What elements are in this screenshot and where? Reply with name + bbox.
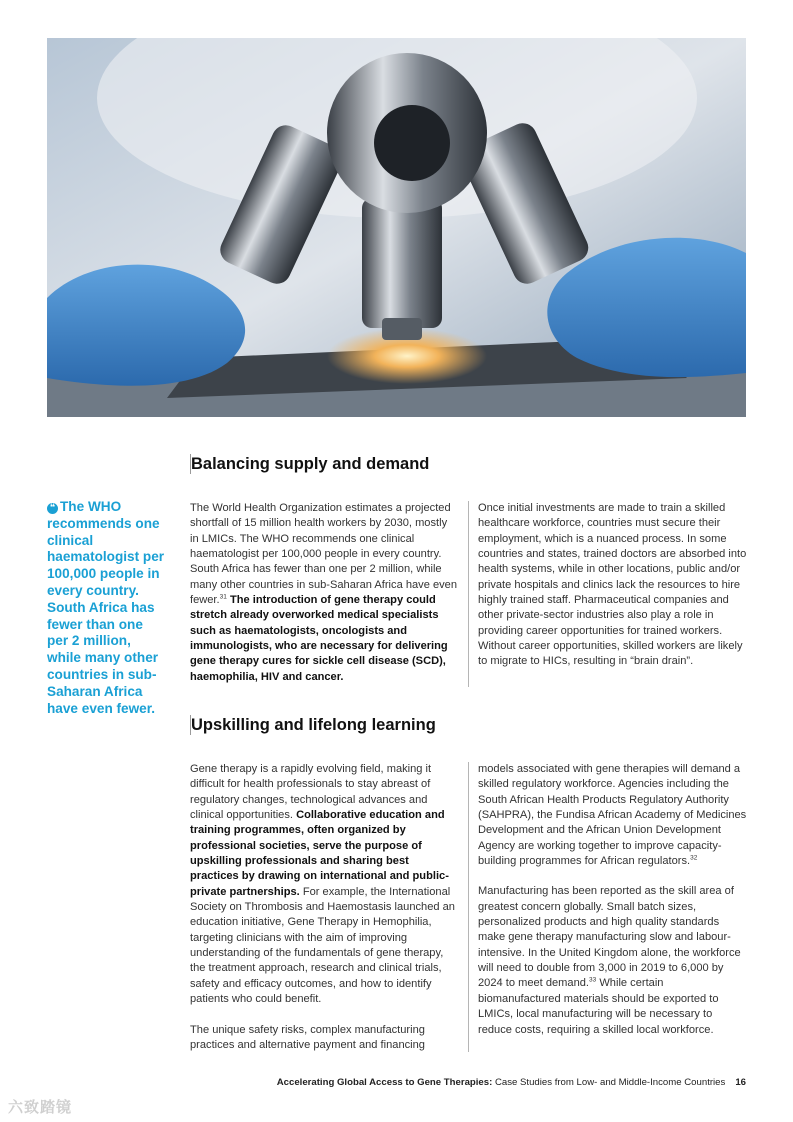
pull-quote xyxy=(47,499,167,717)
footer-title-bold: Accelerating Global Access to Gene Therapies: xyxy=(276,1077,493,1088)
body-column-upskilling-left: Gene therapy is a rapidly evolving field, making it difficult for health professionals to stay abreast of regulatory changes, technological advances and clinical opportunities. Collaborative education and training programmes, often organized by professional societies, serve the purpose of upskilling professionals and sharing best practices by drawing on international and public-private partnerships. For example, the International Society on Thrombosis and Haemostasis launched an education initiative, Gene Therapy in Hemophilia, targeting clinicians with the aim of improving understanding of the fundamentals of gene therapy, the treatment approach, research and clinical trials, safety and efficacy outcomes, and how to identify patients who could benefit. The unique safety risks, complex manufacturing practices and alternative payment and financing xyxy=(190,763,455,1051)
hero-microscope-photo xyxy=(47,38,746,417)
footer-title-rest: Case Studies from Low- and Middle-Income Countries xyxy=(492,1077,726,1088)
watermark-logo: 六致踏镜 xyxy=(8,1099,73,1116)
microscope-illustration xyxy=(47,38,746,417)
body-column-upskilling-right: models associated with gene therapies will demand a skilled regulatory workforce. Agencies including the South African Health Products Regulatory Authority (SAHPRA), the Fundisa African Academy of Medicines Development and the African Union Development Agency are working together to improve capacity-building programmes for African regulators.$^{32}$ Manufacturing has been reported as the skill area of greatest concern globally. Small batch sizes, personalized products and high quality standards make gene therapy manufacturing slow and labour-intensive. In the United Kingdom alone, the workforce will need to double from 3,000 in 2019 to 6,000 by 2024 to meet demand.$^{33}$ While certain biomanufactured materials should be exported to LMICs, local manufacturing will be necessary to reduce costs, requiring a skilled local workforce. xyxy=(468,762,748,1052)
pull-quote-text: The WHO recommends one clinical haematologist per 100,000 people in every country. South Africa has fewer than one per 2 million, while many other countries in sub-Saharan Africa have even fewer. xyxy=(47,499,165,716)
quote-icon: ❝ xyxy=(47,503,58,514)
page-footer xyxy=(277,1077,746,1088)
body-column-supply-right: Once initial investments are made to train a skilled healthcare workforce, countries must secure their employment, which is a nuanced process. In some countries and states, trained doctors are absorbed into health systems, while in other locations, public and/or private hospitals and clinics lack the resources to hire highly trained staff. Pharmaceutical companies and other private-sector industries also play a role in providing career opportunities for trained workers. Without career opportunities, skilled workers are likely to migrate to HICs, resulting in “brain drain”. xyxy=(468,501,748,687)
heading-text: Balancing supply and demand xyxy=(191,455,430,473)
section-heading-supply xyxy=(190,454,746,474)
heading-text: Upskilling and lifelong learning xyxy=(191,716,436,734)
page-number: 16 xyxy=(735,1077,746,1088)
body-column-supply-left: The World Health Organization estimates a projected shortfall of 15 million health workers by 2030, mostly in LMICs. The WHO recommends one clinical haematologist per 100,000 people in every country. South Africa has fewer than one per 2 million, while many other countries in sub-Saharan Africa have even fewer.$^{31}$ The introduction of gene therapy could stretch already overworked medical specialists such as haematologists, oncologists and immunologists, who are necessary for delivering gene therapy cures for sickle cell disease (SCD), haemophilia, HIV and cancer. xyxy=(190,502,458,683)
section-heading-upskilling xyxy=(190,715,746,735)
